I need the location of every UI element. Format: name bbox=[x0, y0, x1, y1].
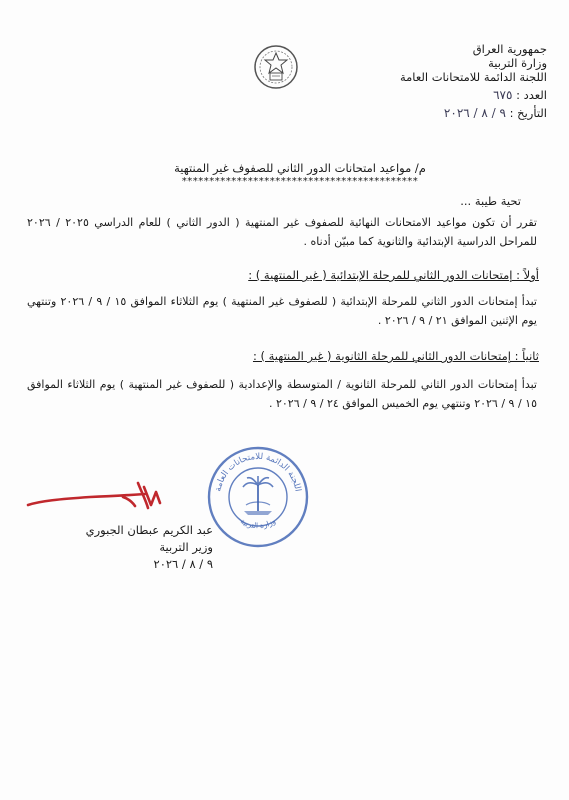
handwritten-signature bbox=[20, 475, 170, 525]
stamp-bottom-text: وزارة التربية bbox=[238, 516, 278, 531]
header-committee: اللجنة الدائمة للامتحانات العامة bbox=[399, 70, 547, 84]
number-value: ٦٧٥ bbox=[493, 88, 513, 102]
section2-text: تبدأ إمتحانات الدور الثاني للمرحلة الثانوية / المتوسطة والإعدادية ( للصفوف غير المنتهية ) يوم الثلاثاء الموافق ١٥ / ٩ / ٢٠٢٦ وتنتهي يوم الخميس الموافق ٢٤ / ٩ / ٢٠٢٦ . bbox=[27, 378, 537, 410]
ministry-emblem-logo bbox=[253, 44, 299, 90]
header-date bbox=[444, 106, 547, 120]
date-label: التأريخ : bbox=[509, 106, 547, 120]
section1-text: تبدأ إمتحانات الدور الثاني للمرحلة الإبتدائية ( للصفوف غير المنتهية ) يوم الثلاثاء الموافق ١٥ / ٩ / ٢٠٢٦ وتنتهي يوم الإثنين الموافق ٢١ / ٩ / ٢٠٢٦ . bbox=[27, 295, 537, 327]
signatory-title: وزير التربية bbox=[159, 540, 213, 554]
svg-text:وزارة التربية bbox=[239, 516, 278, 530]
signature-date bbox=[154, 556, 213, 572]
date-value: ٩ / ٨ / ٢٠٢٦ bbox=[443, 106, 506, 120]
header-country: جمهورية العراق bbox=[472, 42, 547, 56]
number-label: العدد : bbox=[516, 88, 547, 102]
section1-heading: أولاً : إمتحانات الدور الثاني للمرحلة الإبتدائية ( غير المنتهية ) : bbox=[248, 268, 539, 282]
official-stamp bbox=[206, 445, 310, 549]
greeting: تحية طيبة ... bbox=[460, 194, 521, 208]
signatory-name: عبد الكريم عبطان الجبوري bbox=[85, 523, 213, 537]
subject-stars: ******************************************* bbox=[181, 176, 419, 187]
subject-title: م/ مواعيد امتحانات الدور الثاني للصفوف غير المنتهية bbox=[174, 161, 426, 175]
intro-paragraph: تقرر أن تكون مواعيد الامتحانات النهائية للصفوف غير المنتهية ( الدور الثاني ) للعام الدراسي ٢٠٢٥ / ٢٠٢٦ للمراحل الدراسية الإبتدائية والثانوية كما مبيّن أدناه . bbox=[27, 216, 537, 248]
header-number bbox=[493, 88, 547, 102]
signature-date-value: ٩ / ٨ / ٢٠٢٦ bbox=[153, 557, 213, 571]
header-ministry: وزارة التربية bbox=[488, 56, 547, 70]
section2-heading: ثانياً : إمتحانات الدور الثاني للمرحلة الثانوية ( غير المنتهية ) : bbox=[252, 349, 539, 363]
stamp-arc-text: اللجنة الدائمة للامتحانات العامة bbox=[213, 451, 303, 493]
